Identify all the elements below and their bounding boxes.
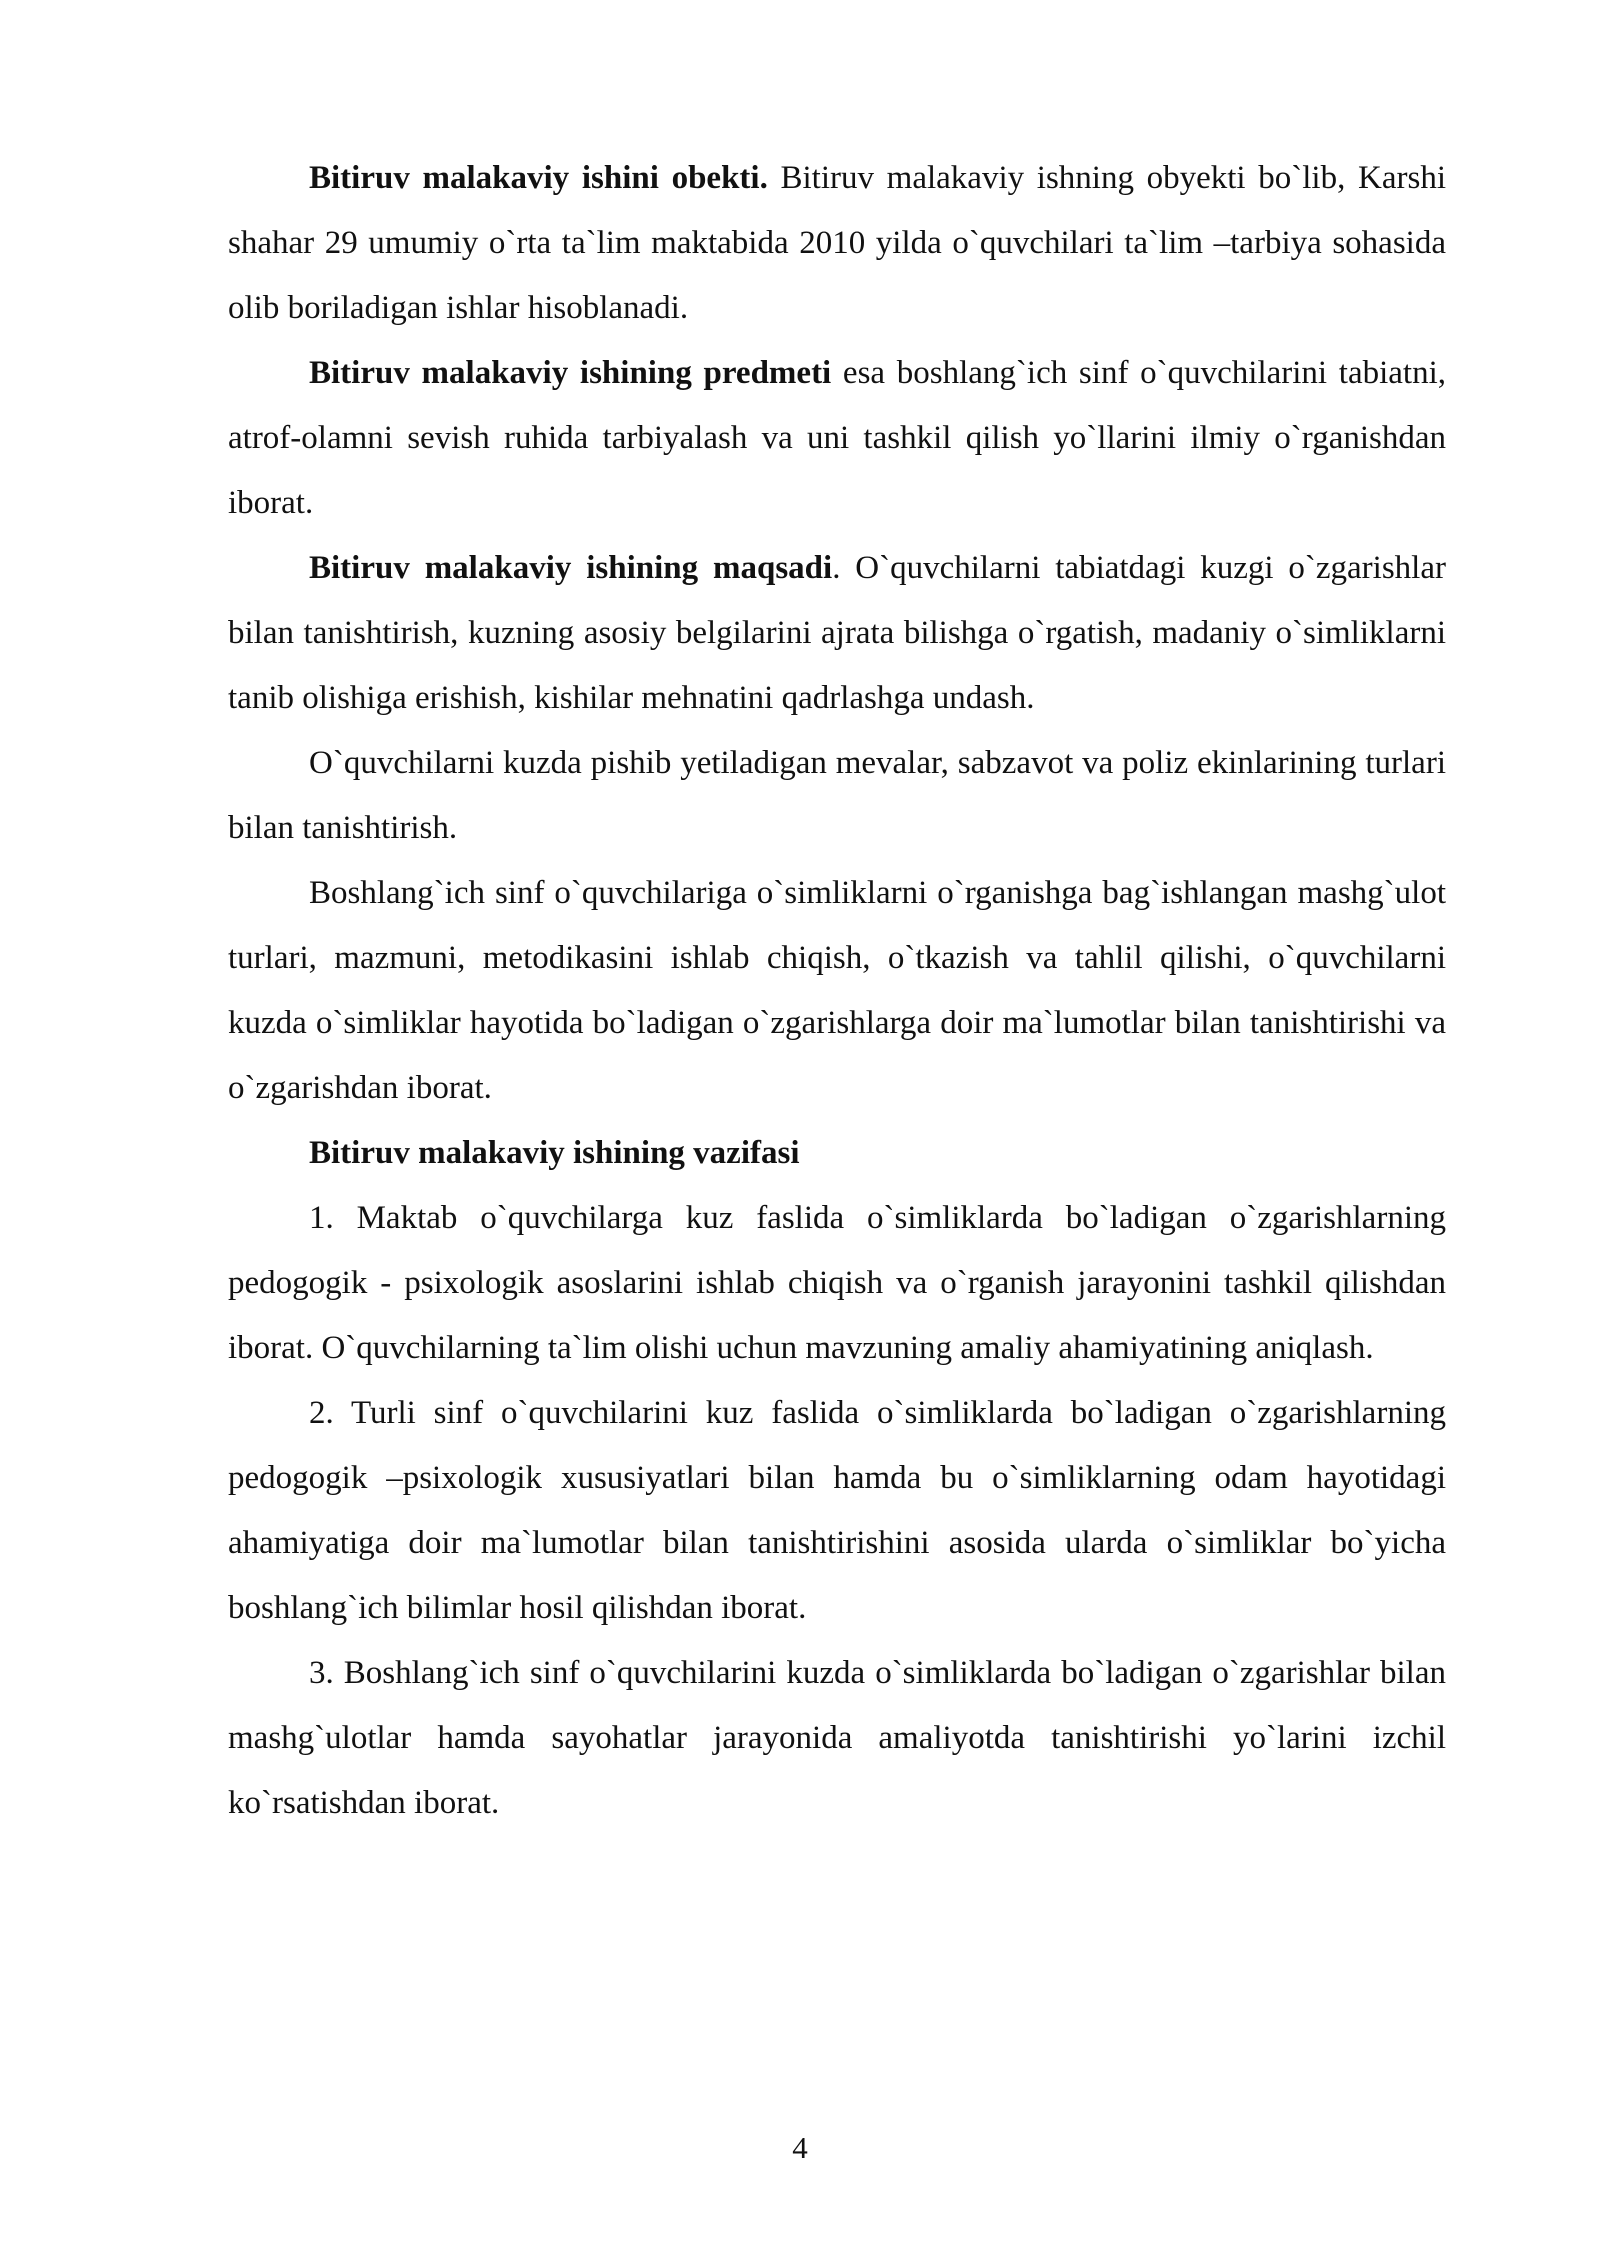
paragraph-lessons-text: Boshlang`ich sinf o`quvchilariga o`simliklarni o`rganishga bag`ishlangan mashg`ulot turlari, mazmuni, metodikasini ishlab chiqish, o`tkazish va tahlil qilishi, o`quvchilarni kuzda o`simliklar hayotida bo`ladigan o`zgarishlarga doir ma`lumotlar bilan tanishtirishi va o`zgarishdan iborat. [228,875,1446,1106]
paragraph-goal [228,536,1446,731]
paragraph-goal-text: . O`quvchilarni tabiatdagi kuzgi o`zgarishlar bilan tanishtirish, kuzning asosiy belgilarini ajrata bilishga o`rgatish, madaniy o`simliklarni tanib olishiga erishish, kishilar mehnatini qadrlashga undash. [228,550,1446,716]
paragraph-object-text: Bitiruv malakaviy ishning obyekti bo`lib, Karshi shahar 29 umumiy o`rta ta`lim maktabida 2010 yilda o`quvchilari ta`lim –tarbiya sohasida olib boriladigan ishlar hisoblanadi. [228,160,1446,326]
list-item-task-2 [228,1381,1446,1641]
paragraph-tasks-heading [228,1121,1446,1186]
paragraph-lessons [228,861,1446,1121]
heading-goal: Bitiruv malakaviy ishining maqsadi [309,550,833,586]
heading-object: Bitiruv malakaviy ishini obekti. [309,160,768,196]
document-body [228,146,1446,1836]
task-3-text: 3. Boshlang`ich sinf o`quvchilarini kuzda o`simliklarda bo`ladigan o`zgarishlar bilan mashg`ulotlar hamda sayohatlar jarayonida amaliyotda tanishtirishi yo`larini izchil ko`rsatishdan iborat. [228,1655,1446,1821]
task-1-text: 1. Maktab o`quvchilarga kuz faslida o`simliklarda bo`ladigan o`zgarishlarning pedogogik - psixologik asoslarini ishlab chiqish va o`rganish jarayonini tashkil qilishdan iborat. O`quvchilarning ta`lim olishi uchun mavzuning amaliy ahamiyatining aniqlash. [228,1200,1446,1366]
paragraph-subject [228,341,1446,536]
list-item-task-1 [228,1186,1446,1381]
list-item-task-3 [228,1641,1446,1836]
paragraph-fruits-text: O`quvchilarni kuzda pishib yetiladigan mevalar, sabzavot va poliz ekinlarining turlari bilan tanishtirish. [228,745,1446,846]
paragraph-fruits [228,731,1446,861]
task-2-text: 2. Turli sinf o`quvchilarini kuz faslida o`simliklarda bo`ladigan o`zgarishlarning pedogogik –psixologik xususiyatlari bilan hamda bu o`simliklarning odam hayotidagi ahamiyatiga doir ma`lumotlar bilan tanishtirishini asosida ularda o`simliklar bo`yicha boshlang`ich bilimlar hosil qilishdan iborat. [228,1395,1446,1626]
paragraph-subject-text: esa boshlang`ich sinf o`quvchilarini tabiatni, atrof-olamni sevish ruhida tarbiyalash va uni tashkil qilish yo`llarini ilmiy o`rganishdan iborat. [228,355,1447,521]
paragraph-object [228,146,1446,341]
page-number: 4 [792,2130,808,2165]
heading-subject: Bitiruv malakaviy ishining predmeti [309,355,832,391]
heading-tasks: Bitiruv malakaviy ishining vazifasi [309,1135,800,1171]
